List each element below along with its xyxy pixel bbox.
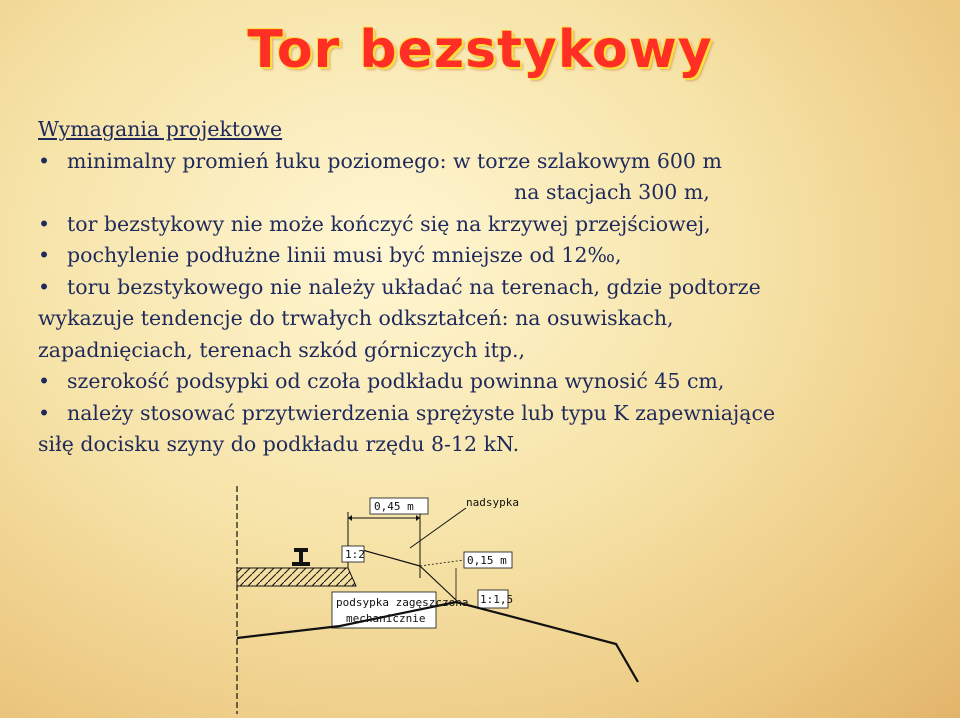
text-line — [38, 335, 938, 367]
line-text: siłę docisku szyny do podkładu rzędu 8-12 kN. — [38, 432, 520, 456]
text-line — [38, 398, 938, 430]
line-text: minimalny promień łuku poziomego: w torze szlakowym 600 m — [67, 148, 722, 173]
bullet-marker: • — [38, 369, 51, 393]
bullet-marker: • — [38, 400, 51, 425]
line-text: należy stosować przytwierdzenia sprężyste lub typu K zapewniające — [67, 400, 776, 425]
subballast-label: podsypka zagęszczona — [336, 596, 469, 609]
bullet-marker: • — [38, 243, 51, 267]
line-text: toru bezstykowego nie należy układać na terenach, gdzie podtorze — [67, 274, 761, 299]
rail-icon — [292, 548, 310, 566]
formation-line — [237, 602, 638, 682]
text-line — [38, 429, 938, 461]
bullet-marker: • — [38, 211, 51, 236]
slope-label: 1:1,5 — [480, 593, 514, 606]
ballast-bed — [237, 568, 356, 586]
text-line — [38, 240, 938, 272]
text-line — [38, 209, 938, 241]
slide-title: Tor bezstykowy — [247, 20, 713, 80]
text-line — [38, 303, 938, 335]
dimension-label: 0,45 m — [374, 500, 414, 513]
line-text: na stacjach 300 m, — [514, 180, 710, 204]
text-line — [38, 146, 938, 178]
bullet-marker: • — [38, 274, 51, 299]
text-line — [38, 366, 938, 398]
line-text: zapadnięciach, terenach szkód górniczych itp., — [38, 337, 526, 362]
slope-label: 1:2 — [345, 548, 365, 561]
section-heading: Wymagania projektowe — [38, 117, 283, 141]
bullet-marker: • — [38, 148, 51, 173]
text-line — [38, 177, 938, 209]
text-line — [38, 272, 938, 304]
line-text: szerokość podsypki od czoła podkładu powinna wynosić 45 cm, — [67, 369, 725, 393]
dimension-label: 0,15 m — [467, 554, 507, 567]
subballast-label: mechanicznie — [346, 612, 426, 625]
track-cross-section-diagram — [220, 486, 640, 714]
embankment-label: nadsypka — [466, 496, 519, 509]
line-text: pochylenie podłużne linii musi być mniejsze od 12‰, — [67, 243, 622, 267]
requirements-text — [38, 114, 938, 461]
line-text: wykazuje tendencje do trwałych odkształceń: na osuwiskach, — [38, 306, 674, 330]
line-text: tor bezstykowy nie może kończyć się na krzywej przejściowej, — [67, 211, 711, 236]
